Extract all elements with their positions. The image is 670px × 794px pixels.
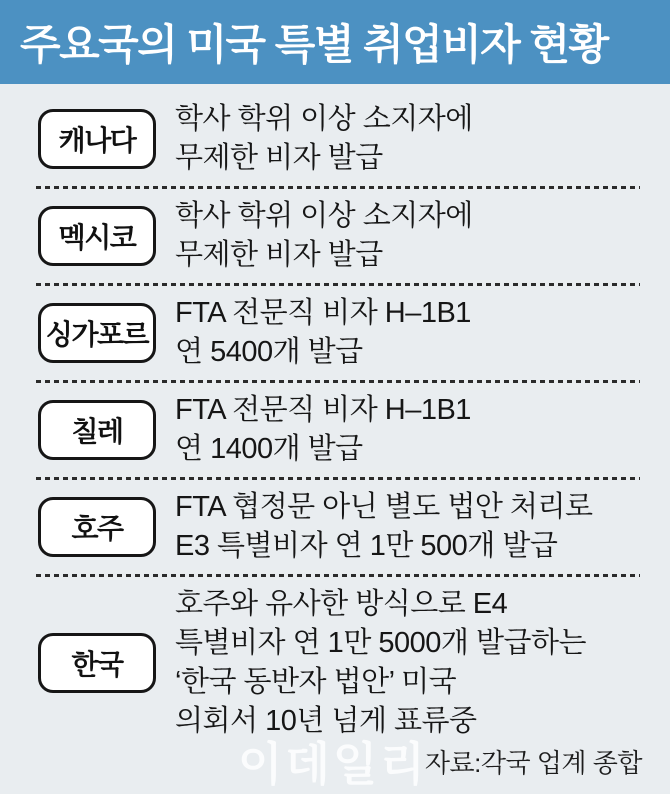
country-label-box	[38, 109, 156, 169]
country-label: 캐나다	[58, 125, 136, 156]
description-line: 연 1400개 발급	[175, 433, 363, 465]
description-line: 학사 학위 이상 소지자에	[175, 200, 473, 232]
country-label-box	[38, 206, 156, 266]
country-label-box	[38, 633, 156, 693]
visa-table	[0, 84, 670, 749]
country-label: 칠레	[71, 416, 123, 447]
description-line: 무제한 비자 발급	[175, 239, 383, 271]
row-description	[175, 391, 471, 469]
row-description	[175, 294, 471, 372]
source-note: 자료:각국 업계 종합	[424, 748, 642, 778]
country-label-box	[38, 400, 156, 460]
country-label: 멕시코	[58, 222, 136, 253]
description-line: 의회서 10년 넘게 표류중	[175, 705, 477, 737]
table-row	[0, 189, 670, 283]
page-title: 주요국의 미국 특별 취업비자 현황	[20, 21, 608, 68]
table-row	[0, 92, 670, 186]
description-line: 특별비자 연 1만 5000개 발급하는	[175, 627, 587, 659]
description-line: FTA 협정문 아닌 별도 법안 처리로	[175, 491, 593, 523]
row-description	[175, 488, 592, 566]
country-label-box	[38, 497, 156, 557]
description-line: FTA 전문직 비자 H–1B1	[175, 394, 471, 426]
description-line: FTA 전문직 비자 H–1B1	[175, 297, 471, 329]
country-label-box	[38, 303, 156, 363]
row-description	[175, 585, 586, 741]
country-label: 싱가포르	[45, 319, 149, 350]
table-row	[0, 383, 670, 477]
description-line: E3 특별비자 연 1만 500개 발급	[175, 530, 558, 562]
publisher-watermark: 이데일리	[238, 738, 428, 790]
table-row	[0, 286, 670, 380]
title-bar	[0, 0, 670, 84]
description-line: 무제한 비자 발급	[175, 142, 383, 174]
row-description	[175, 197, 473, 275]
country-label: 호주	[71, 513, 123, 544]
description-line: 호주와 유사한 방식으로 E4	[175, 588, 508, 620]
table-row	[0, 577, 670, 749]
description-line: 학사 학위 이상 소지자에	[175, 103, 473, 135]
row-description	[175, 100, 473, 178]
description-line: 연 5400개 발급	[175, 336, 363, 368]
country-label: 한국	[71, 649, 123, 680]
description-line: ‘한국 동반자 법안’ 미국	[175, 666, 457, 698]
table-row	[0, 480, 670, 574]
